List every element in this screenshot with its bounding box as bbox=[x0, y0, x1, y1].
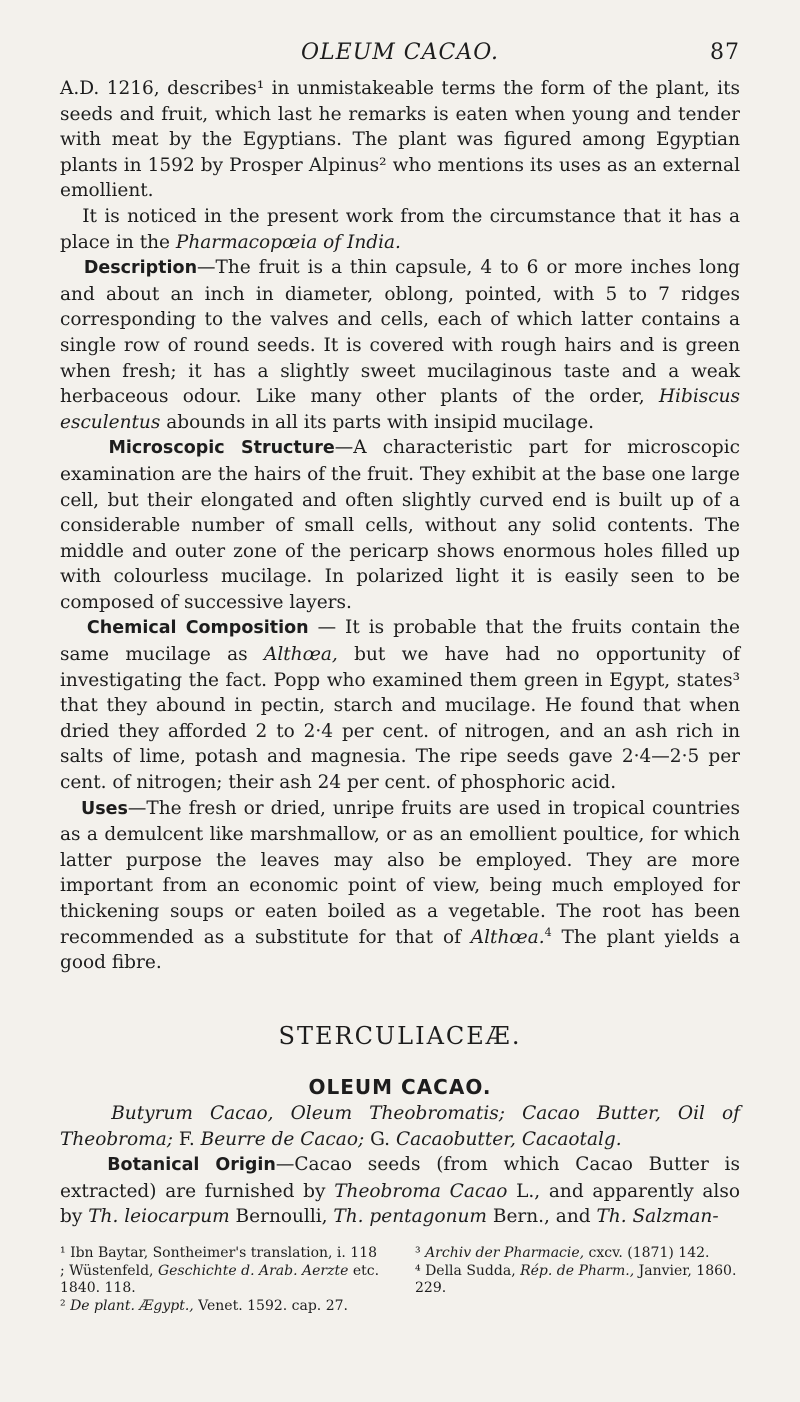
paragraph-description: Description—The fruit is a thin capsule, 4 to 6 or more inches long and about an inch in diameter, oblong, pointed, with 5 to 7 ridges corresponding to the valves and cells, each of which latter contains a single row of round seeds. It is covered with rough hairs and is green when fresh; it has a slightly sweet mucilaginous taste and a weak herbaceous odour. Like many other plants of the order, Hibiscus esculentus abounds in all its parts with insipid mucilage. bbox=[60, 257, 740, 433]
synonyms: Butyrum Cacao, Oleum Theobromatis; Cacao Butter, Oil of Theobroma; F. Beurre de Cacao; G. Cacaobutter, Cacaotalg. bbox=[60, 1102, 740, 1150]
order-title: STERCULIACEÆ. bbox=[278, 1021, 522, 1050]
paragraph-uses: Uses—The fresh or dried, unripe fruits are used in tropical countries as a demulcent like marshmallow, or as an emollient poultice, for which latter purpose the leaves may also be employed. They are more important from an economic point of view, being much employed for thickening soups or eaten boiled as a vegetable. The root has been recommended as a substitute for that of Althœa.$^4$ The plant yields a good fibre. bbox=[60, 797, 740, 974]
paragraph-pharmacopoeia: It is noticed in the present work from the circumstance that it has a place in the Pharmacopœia of India. bbox=[60, 205, 740, 253]
footnote-1: ¹ Ibn Baytar, Sontheimer's translation, i. 118 ; Wüstenfeld, Geschichte d. Arab. Aerzte etc. 1840. 118. bbox=[60, 1245, 380, 1296]
footnotes-left bbox=[60, 1245, 385, 1315]
footnote-4: ⁴ Della Sudda, Rép. de Pharm., Janvier, 1860. 229. bbox=[415, 1262, 737, 1296]
page-title: OLEUM CACAO. bbox=[301, 40, 499, 65]
footnotes bbox=[60, 1245, 740, 1315]
botanical-origin-heading: Botanical Origin bbox=[107, 1155, 276, 1176]
paragraph-chemical: Chemical Composition — It is probable that the fruits contain the same mucilage as Althœa, but we have had no opportunity of investigating the fact. Popp who examined them green in Egypt, states³ that they abound in pectin, starch and mucilage. He found that when dried they afforded 2 to 2·4 per cent. of nitrogen, and an ash rich in salts of lime, potash and magnesia. The ripe seeds gave 2·4—2·5 per cent. of nitrogen; their ash 24 per cent. of phosphoric acid. bbox=[60, 617, 740, 794]
description-heading: Description bbox=[83, 258, 198, 279]
footnote-ref-4: 4 bbox=[544, 925, 552, 939]
microscopic-heading: Microscopic Structure bbox=[108, 438, 335, 459]
uses-heading: Uses bbox=[80, 798, 128, 819]
footnotes-right bbox=[415, 1245, 740, 1315]
paragraph-intro: A.D. 1216, describes¹ in unmistakeable terms the form of the plant, its seeds and fruit, which last he remarks is eaten when young and tender with meat by the Egyptians. The plant was figured among Egyptian plants in 1592 by Prosper Alpinus² who mentions its uses as an external emollient. bbox=[60, 78, 740, 202]
drug-title: OLEUM CACAO. bbox=[308, 1075, 492, 1100]
footnote-3: ³ Archiv der Pharmacie, cxcv. (1871) 142. bbox=[415, 1245, 710, 1261]
chemical-heading: Chemical Composition bbox=[86, 618, 309, 639]
body-text bbox=[60, 76, 740, 1230]
paragraph-botanical-origin: Botanical Origin—Cacao seeds (from which Cacao Butter is extracted) are furnished by Theobroma Cacao L., and apparently also by Th. leiocarpum Bernoulli, Th. pentagonum Bern., and Th. Salzman- bbox=[60, 1154, 740, 1228]
footnote-2: ² De plant. Ægypt., Venet. 1592. cap. 27. bbox=[60, 1297, 348, 1314]
running-header bbox=[60, 40, 740, 70]
paragraph-microscopic: Microscopic Structure—A characteristic part for microscopic examination are the hairs of the fruit. They exhibit at the base one large cell, but their elongated and often slightly curved end is built up of a considerable number of small cells, without any solid contents. The middle and outer zone of the pericarp shows enormous holes filled up with colourless mucilage. In polarized light it is easily seen to be composed of successive layers. bbox=[60, 437, 741, 613]
page-number: 87 bbox=[710, 40, 740, 65]
